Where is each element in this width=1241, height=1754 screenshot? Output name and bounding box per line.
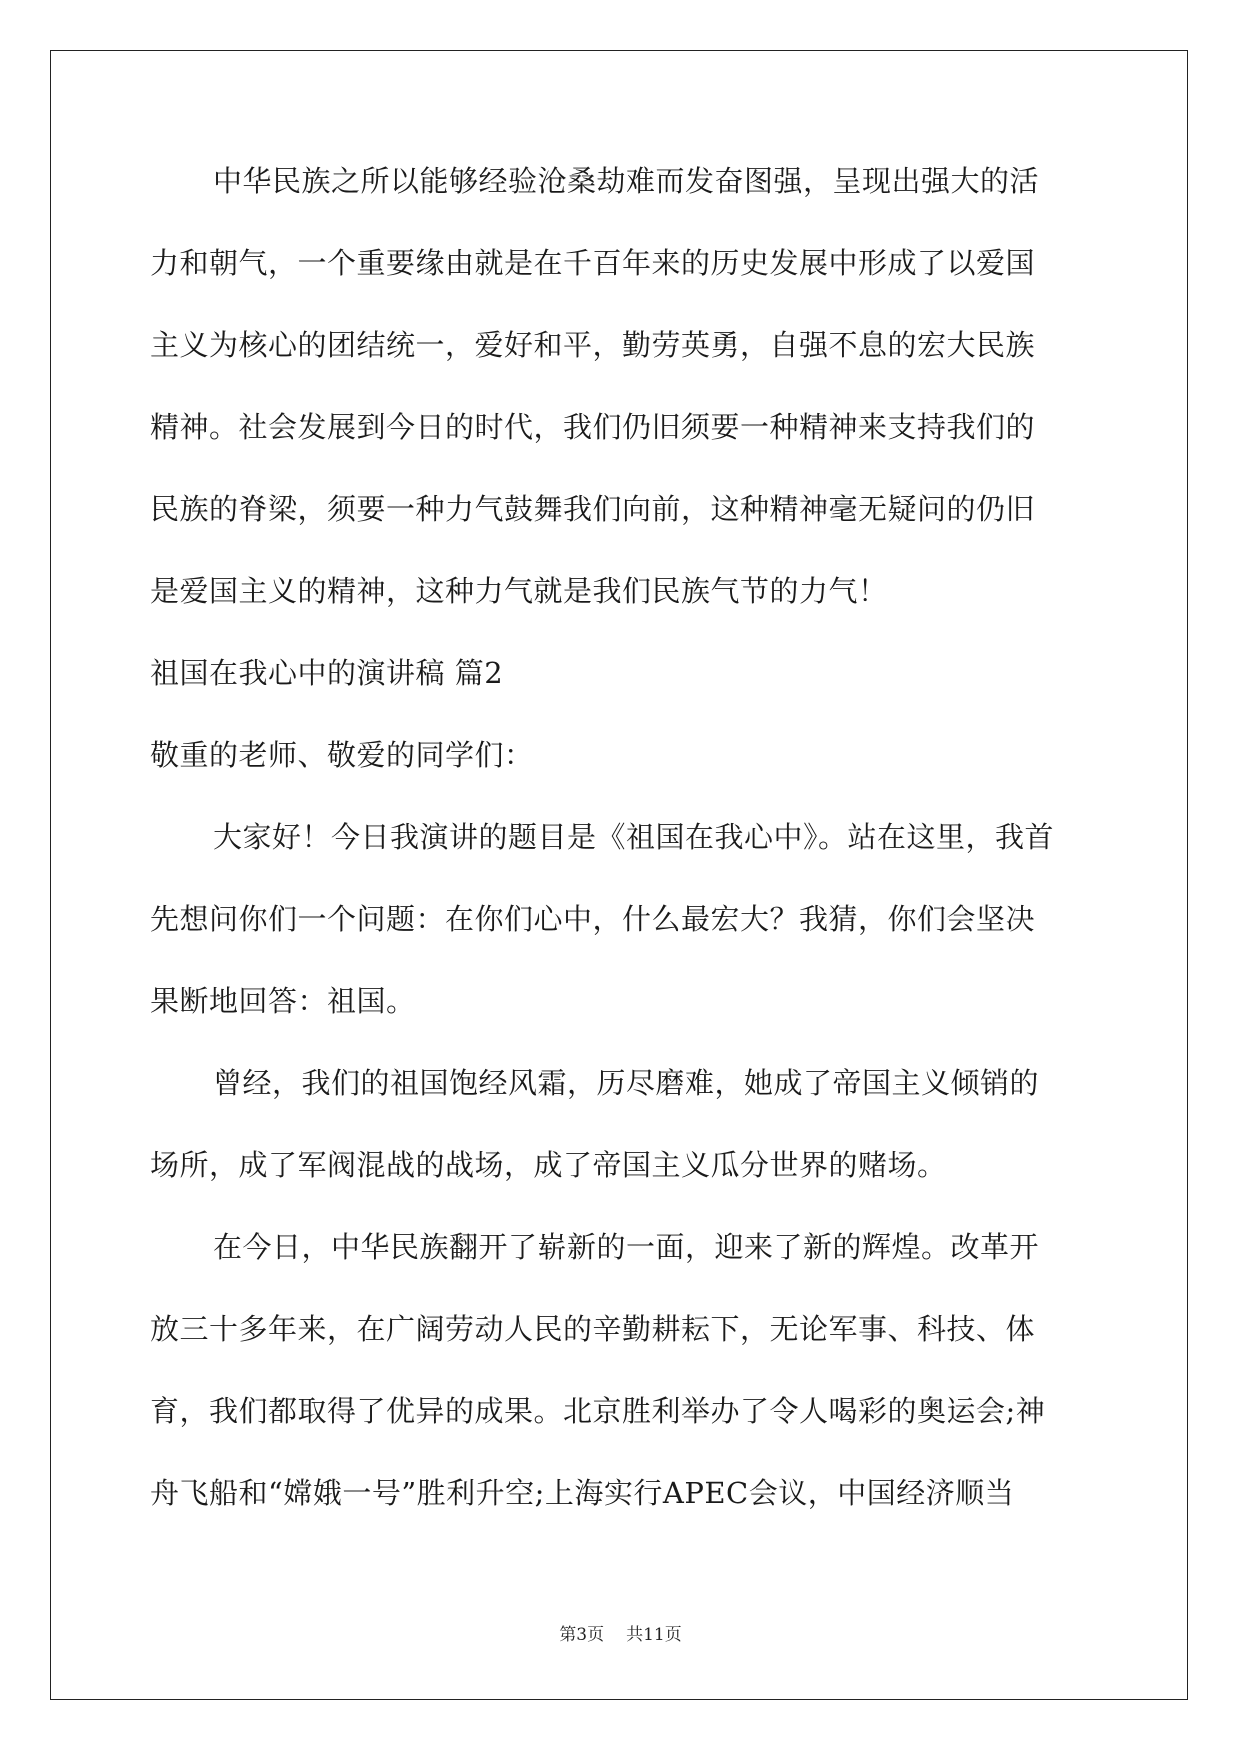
paragraph-line: 场所，成了军阀混战的战场，成了帝国主义瓜分世界的赌场。 — [150, 1148, 947, 1182]
salutation: 敬重的老师、敬爱的同学们： — [150, 738, 534, 772]
paragraph-line: 精神。社会发展到今日的时代，我们仍旧须要一种精神来支持我们的 — [150, 410, 1036, 444]
paragraph-line: 果断地回答：祖国。 — [150, 984, 416, 1018]
paragraph-line: 在今日，中华民族翻开了崭新的一面，迎来了新的辉煌。改革开 — [213, 1230, 1040, 1264]
paragraph-line: 先想问你们一个问题：在你们心中，什么最宏大？我猜，你们会坚决 — [150, 902, 1036, 936]
page-total: 共11页 — [626, 1625, 682, 1645]
paragraph-line: 育，我们都取得了优异的成果。北京胜利举办了令人喝彩的奥运会;神 — [150, 1394, 1046, 1428]
paragraph-line: 舟飞船和“嫦娥一号”胜利升空;上海实行APEC会议，中国经济顺当 — [150, 1476, 1015, 1510]
document-body — [150, 157, 1095, 1551]
paragraph-line: 曾经，我们的祖国饱经风霜，历尽磨难，她成了帝国主义倾销的 — [213, 1066, 1040, 1100]
paragraph-line: 大家好！今日我演讲的题目是《祖国在我心中》。站在这里，我首 — [213, 820, 1055, 854]
section-heading: 祖国在我心中的演讲稿 篇2 — [150, 656, 504, 690]
paragraph-line: 是爱国主义的精神，这种力气就是我们民族气节的力气！ — [150, 574, 888, 608]
page-number: 第3页 — [559, 1625, 605, 1645]
paragraph-line: 力和朝气，一个重要缘由就是在千百年来的历史发展中形成了以爱国 — [150, 246, 1036, 280]
paragraph-line: 民族的脊梁，须要一种力气鼓舞我们向前，这种精神毫无疑问的仍旧 — [150, 492, 1036, 526]
paragraph-line: 中华民族之所以能够经验沧桑劫难而发奋图强，呈现出强大的活 — [213, 164, 1040, 198]
paragraph-line: 主义为核心的团结统一，爱好和平，勤劳英勇，自强不息的宏大民族 — [150, 328, 1036, 362]
page-footer — [0, 1623, 1241, 1647]
paragraph-line: 放三十多年来，在广阔劳动人民的辛勤耕耘下，无论军事、科技、体 — [150, 1312, 1036, 1346]
